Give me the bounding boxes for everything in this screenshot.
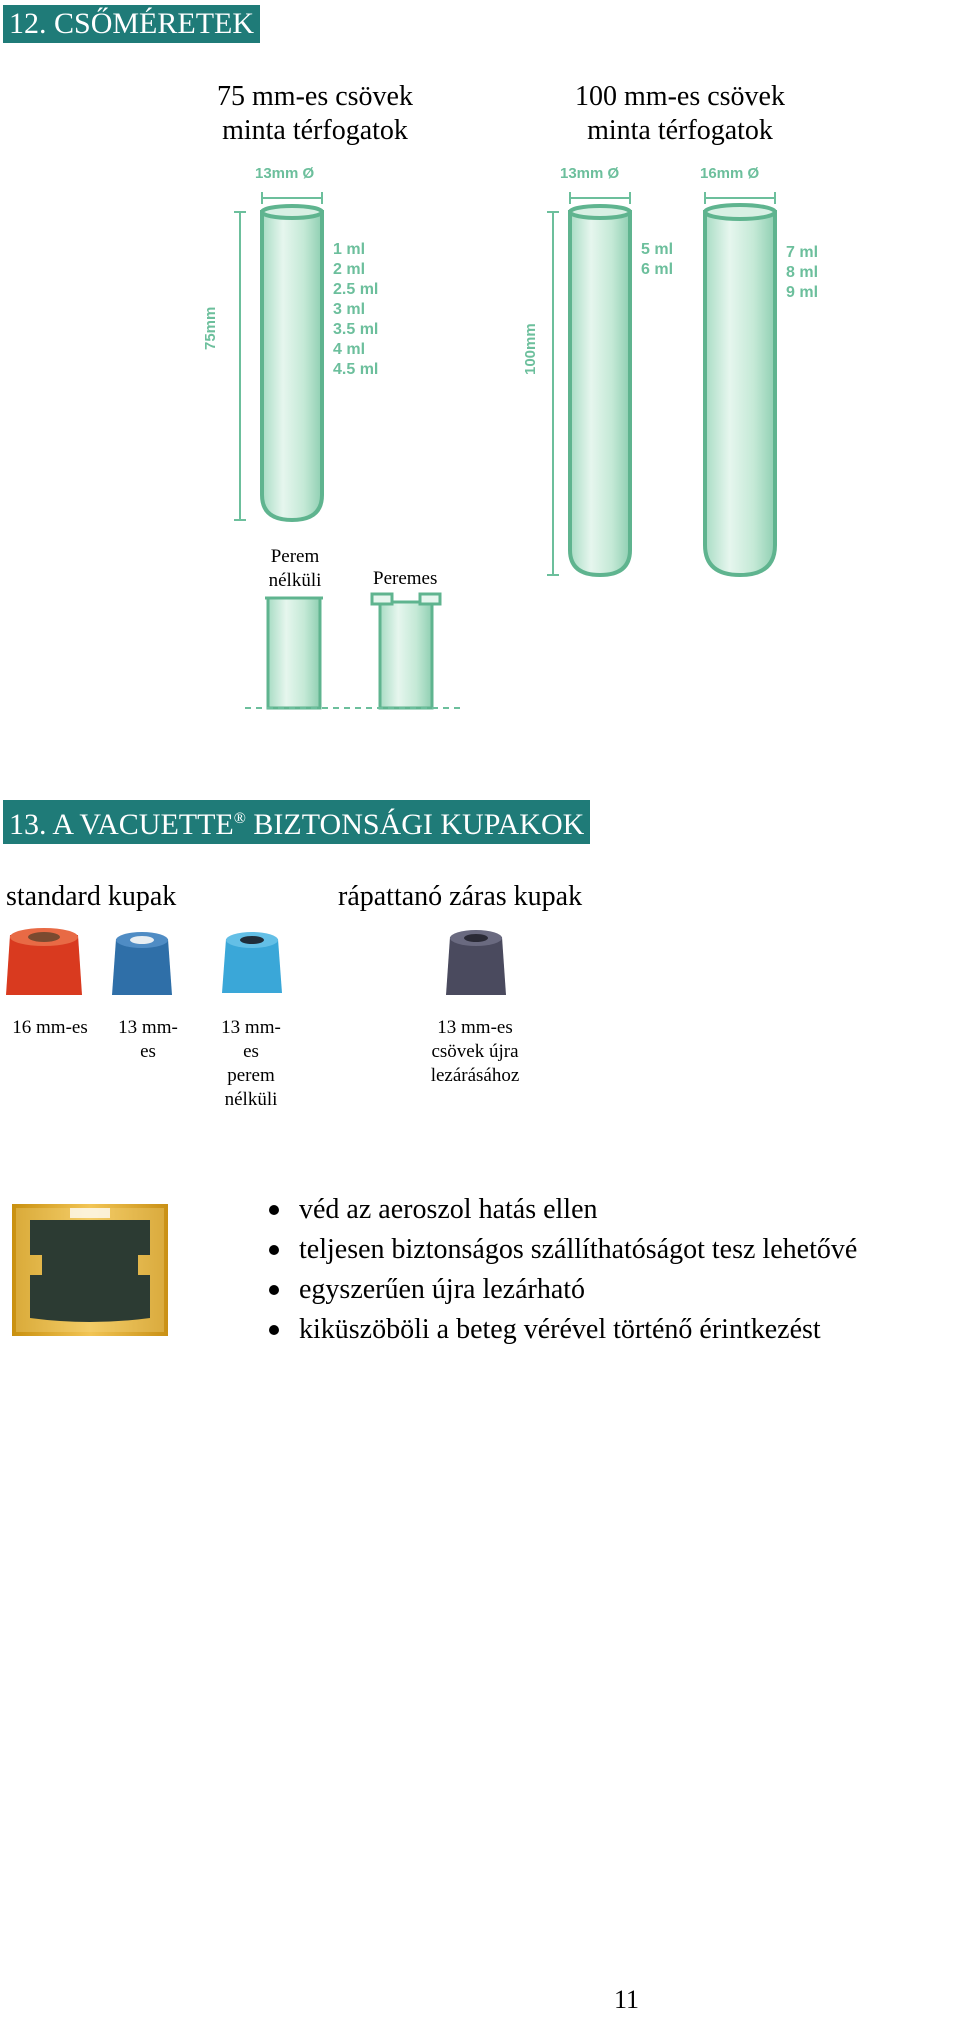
diameter-label-75: 13mm Ø [255,165,315,182]
with-rim-label: Peremes [373,568,438,589]
cap-13mm-dark-snap [446,930,506,995]
section-13-heading-text: 13. A VACUETTE [9,808,234,841]
tubes-75mm-title-line2: minta térfogatok [222,115,408,146]
volume-item: 9 ml [786,284,819,301]
registered-mark: ® [233,810,246,827]
benefit-item: kiküszöböli a beteg vérével történő érintkezést [265,1310,857,1350]
volume-item: 4 ml [333,341,366,358]
cap-label-line: es [140,1041,156,1062]
no-rim-label [255,545,335,593]
volume-item: 1 ml [333,241,366,258]
tube-sizes-illustration [0,150,960,720]
volume-item: 3 ml [333,301,366,318]
volume-item: 5 ml [641,241,674,258]
length-label-100: 100mm [522,323,539,375]
tubes-100mm-title [520,80,840,148]
tubes-100mm-title-line1: 100 mm-es csövek [575,81,785,112]
section-12-heading: 12. CSŐMÉRETEK [3,5,260,43]
tube-100mm-16mm [705,205,775,575]
volume-item: 8 ml [786,264,819,281]
benefits-list [265,1190,857,1350]
snap-caps-title: rápattanó záras kupak [338,881,583,912]
tube-100mm-13mm [570,206,630,575]
tubes-100mm-title-line2: minta térfogatok [587,115,773,146]
volume-item: 7 ml [786,244,819,261]
cap-label-line: lezárásához [430,1065,520,1086]
cap-label-13mm-no-rim [206,1016,296,1112]
tubes-75mm-title [165,80,465,148]
tubes-75mm-title-line1: 75 mm-es csövek [217,81,413,112]
diameter-label-100-13: 13mm Ø [560,165,620,182]
benefit-item: véd az aeroszol hatás ellen [265,1190,857,1230]
cap-label-line: 13 mm-es [437,1017,513,1038]
volumes-75mm [333,240,378,380]
cap-13mm-light-blue-no-rim [222,932,282,993]
benefit-item: egyszerűen újra lezárható [265,1270,857,1310]
cap-label-line: 13 mm- [118,1017,178,1038]
no-rim-label-line1: Perem [270,546,320,567]
section-13-heading [3,800,590,844]
cap-label-line: 16 mm-es [12,1017,88,1038]
cap-label-line: 13 mm- [221,1017,281,1038]
cap-label-16mm [0,1016,100,1040]
benefit-item: teljesen biztonságos szállíthatóságot tesz lehetővé [265,1230,857,1270]
tube-top-with-rim [372,594,440,708]
tube-top-no-rim [265,598,323,708]
volume-item: 6 ml [641,261,674,278]
volume-item: 3.5 ml [333,321,379,338]
diameter-label-100-16: 16mm Ø [700,165,760,182]
volume-item: 2 ml [333,261,366,278]
volumes-100mm-13 [641,240,673,280]
volumes-100mm-16 [786,243,818,303]
cap-label-13mm [108,1016,188,1064]
cap-label-line: nélküli [224,1089,278,1110]
page-number: 11 [614,1985,640,2014]
caps-illustration [0,925,560,1005]
cap-label-snap [405,1016,545,1088]
cap-13mm-blue [112,932,172,995]
cap-16mm-red [6,928,82,995]
tube-75mm-13mm [262,206,322,520]
cap-label-line: es [243,1041,259,1062]
volume-item: 2.5 ml [333,281,379,298]
cap-label-line: csövek újra [431,1041,519,1062]
no-rim-label-line2: nélküli [268,570,322,591]
length-label-75: 75mm [202,306,219,350]
standard-caps-title: standard kupak [6,881,177,912]
section-13-heading-text-2: BIZTONSÁGI KUPAKOK [245,808,585,841]
volume-item: 4.5 ml [333,361,379,378]
cap-label-line: perem [227,1065,275,1086]
cap-cross-section-image [10,1200,170,1340]
